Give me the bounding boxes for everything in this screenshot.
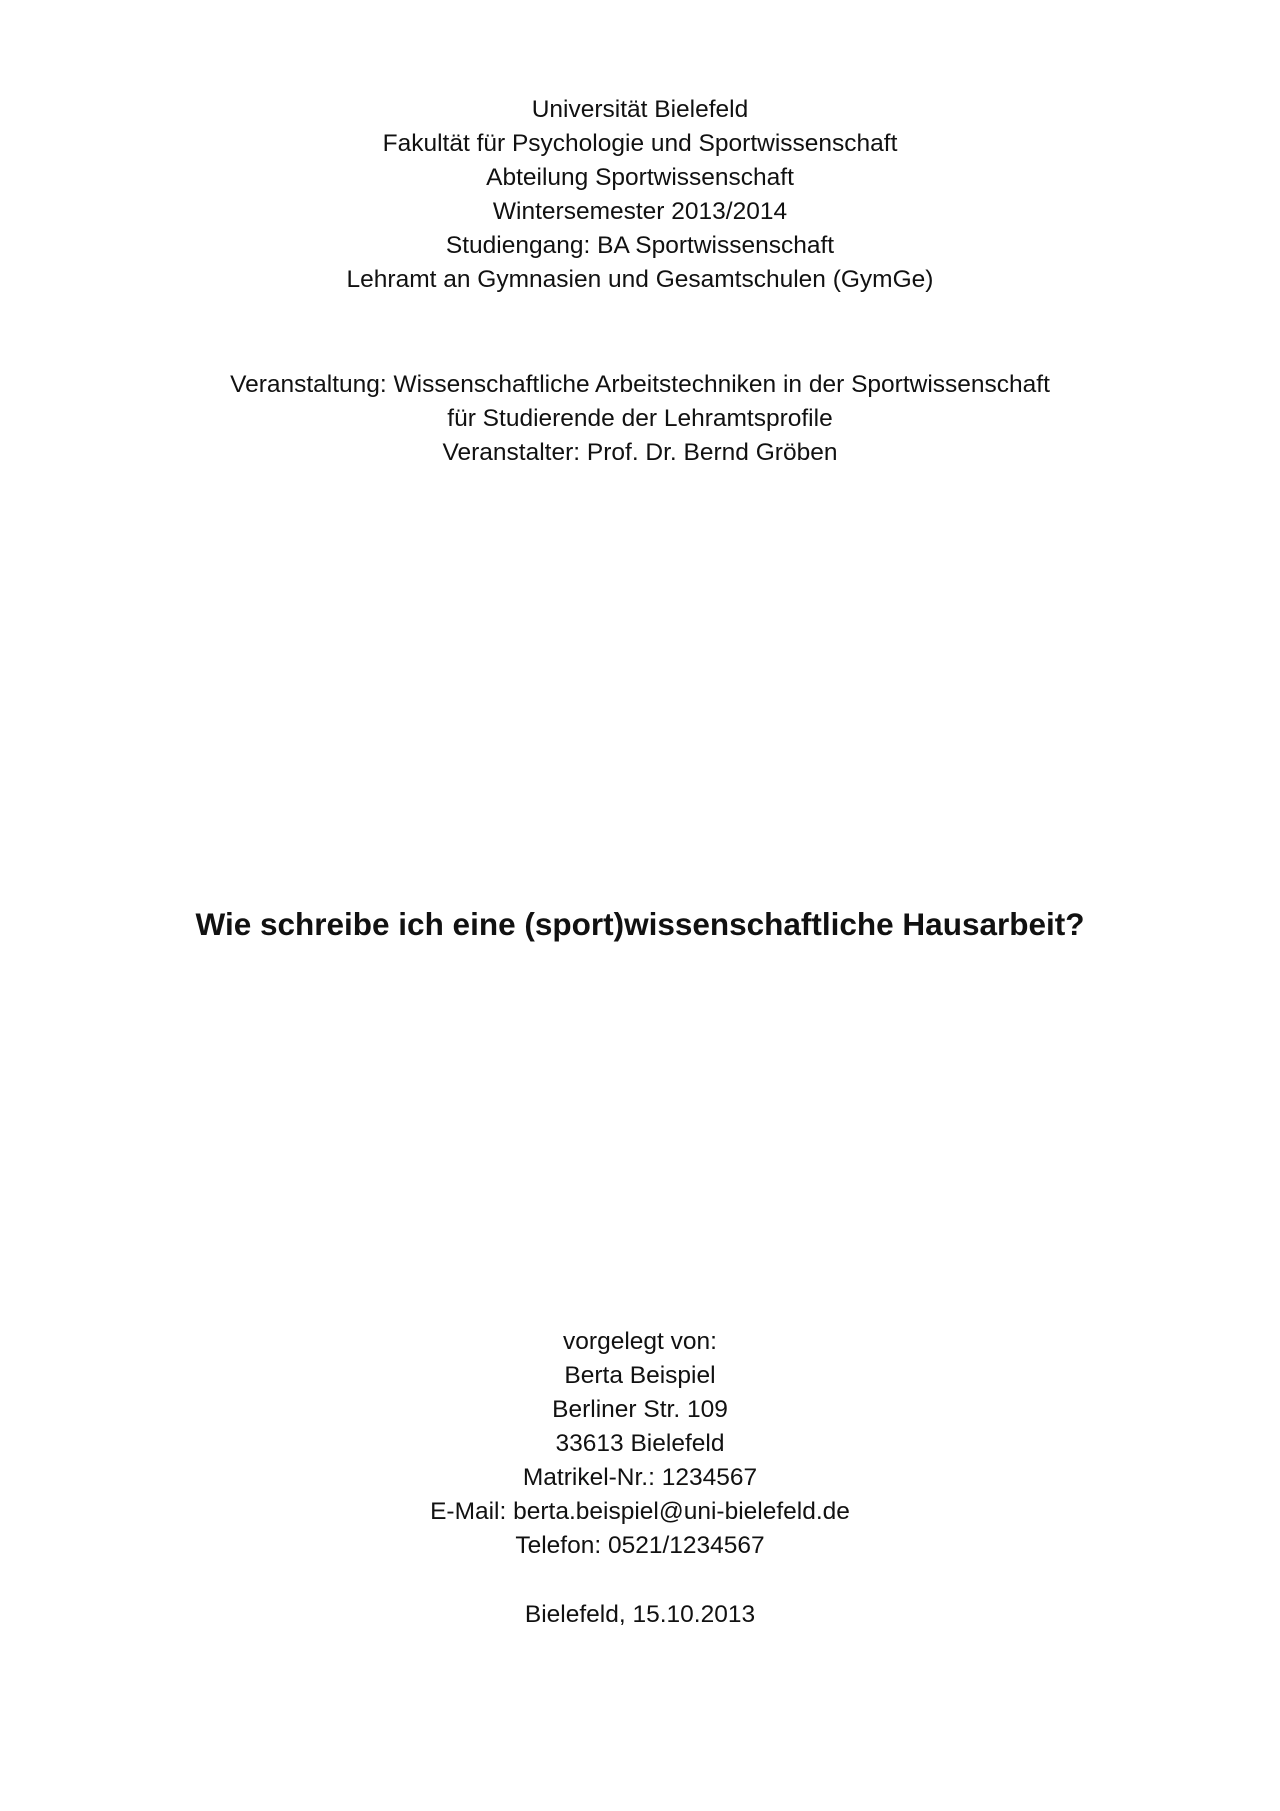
author-phone: Telefon: 0521/1234567 xyxy=(515,1532,765,1559)
course-audience: für Studierende der Lehramtsprofile xyxy=(447,405,833,432)
place-and-date: Bielefeld, 15.10.2013 xyxy=(524,1601,756,1628)
course-lecturer: Veranstalter: Prof. Dr. Bernd Gröben xyxy=(442,439,838,466)
department-name: Abteilung Sportwissenschaft xyxy=(486,164,794,191)
author-city: 33613 Bielefeld xyxy=(555,1430,725,1457)
teaching-track: Lehramt an Gymnasien und Gesamtschulen (GymGe) xyxy=(346,266,934,293)
thesis-title-block xyxy=(0,904,1280,944)
degree-program: Studiengang: BA Sportwissenschaft xyxy=(445,232,835,259)
author-name: Berta Beispiel xyxy=(564,1362,716,1389)
semester: Wintersemester 2013/2014 xyxy=(492,198,788,225)
author-email: E-Mail: berta.beispiel@uni-bielefeld.de xyxy=(430,1498,850,1525)
submitted-by-label: vorgelegt von: xyxy=(563,1328,717,1355)
thesis-title: Wie schreibe ich eine (sport)wissenschaftliche Hausarbeit? xyxy=(195,906,1085,942)
author-street: Berliner Str. 109 xyxy=(552,1396,728,1423)
faculty-name: Fakultät für Psychologie und Sportwissenschaft xyxy=(382,130,898,157)
course-name: Veranstaltung: Wissenschaftliche Arbeitstechniken in der Sportwissenschaft xyxy=(230,371,1050,398)
author-matriculation: Matrikel-Nr.: 1234567 xyxy=(522,1464,758,1491)
institution-header xyxy=(0,93,1280,297)
author-info xyxy=(0,1325,1280,1563)
university-name: Universität Bielefeld xyxy=(531,96,749,123)
place-date xyxy=(0,1598,1280,1632)
course-info xyxy=(0,368,1280,470)
